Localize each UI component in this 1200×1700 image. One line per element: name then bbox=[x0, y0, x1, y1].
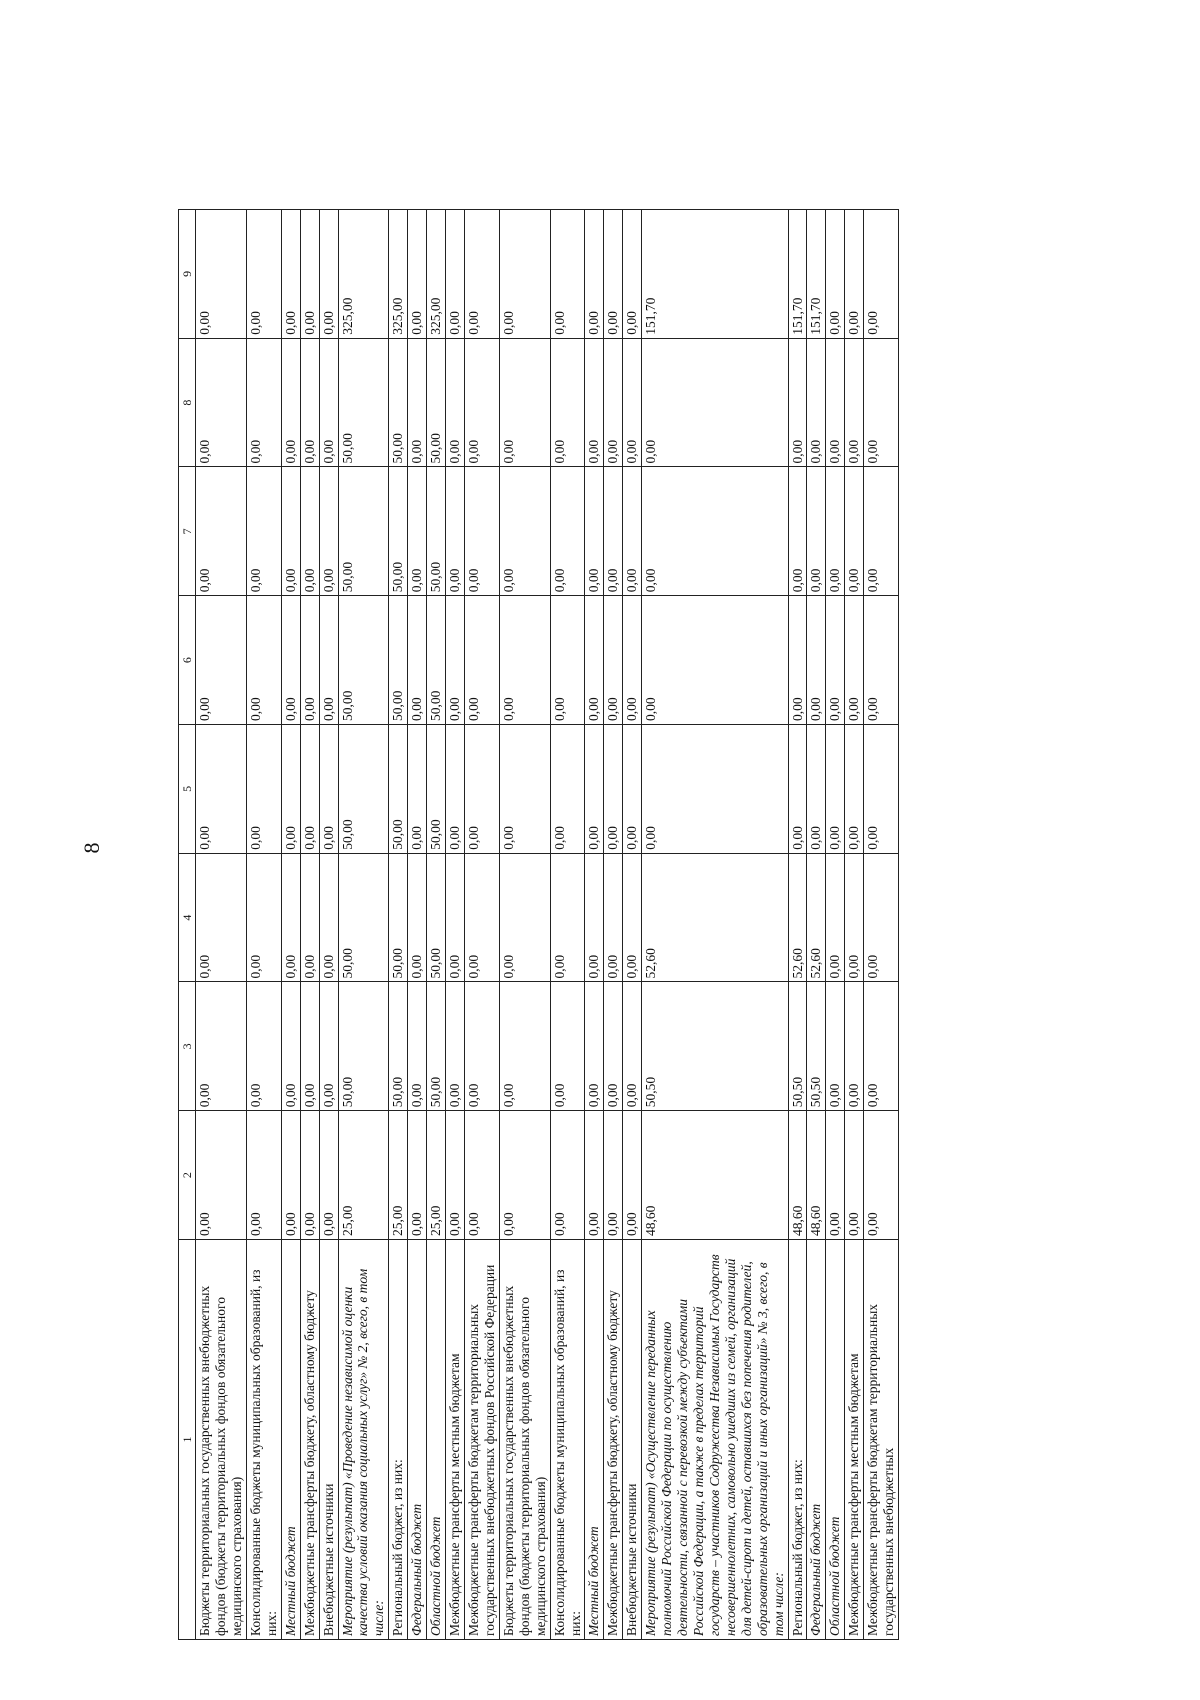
cell-value: 0,00 bbox=[281, 1111, 300, 1240]
cell-value: 0,00 bbox=[408, 853, 427, 982]
cell-value: 0,00 bbox=[623, 1111, 642, 1240]
cell-value: 0,00 bbox=[623, 596, 642, 725]
cell-value: 151,70 bbox=[642, 210, 788, 339]
table-row bbox=[446, 210, 465, 1640]
cell-value: 0,00 bbox=[585, 210, 604, 339]
cell-value: 0,00 bbox=[196, 210, 247, 339]
cell-value: 50,00 bbox=[427, 338, 446, 467]
cell-value: 0,00 bbox=[300, 338, 319, 467]
cell-value: 0,00 bbox=[864, 725, 899, 854]
cell-value: 0,00 bbox=[319, 725, 338, 854]
cell-value: 0,00 bbox=[196, 596, 247, 725]
row-label: Межбюджетные трансферты бюджетам территориальных государственных внебюджетных bbox=[864, 1240, 899, 1640]
table-row bbox=[196, 210, 247, 1640]
row-label: Региональный бюджет, из них: bbox=[389, 1240, 408, 1640]
table-row bbox=[319, 210, 338, 1640]
row-label: Консолидированные бюджеты муниципальных образований, из них: bbox=[550, 1240, 585, 1640]
cell-value: 50,00 bbox=[427, 853, 446, 982]
cell-value: 0,00 bbox=[446, 1111, 465, 1240]
cell-value: 0,00 bbox=[623, 467, 642, 596]
cell-value: 0,00 bbox=[246, 725, 281, 854]
cell-value: 0,00 bbox=[604, 725, 623, 854]
cell-value: 0,00 bbox=[826, 467, 845, 596]
cell-value: 0,00 bbox=[826, 853, 845, 982]
cell-value: 0,00 bbox=[604, 853, 623, 982]
cell-value: 0,00 bbox=[642, 467, 788, 596]
cell-value: 50,50 bbox=[788, 982, 807, 1111]
cell-value: 0,00 bbox=[319, 982, 338, 1111]
row-label: Областной бюджет bbox=[826, 1240, 845, 1640]
table-row bbox=[389, 210, 408, 1640]
cell-value: 50,00 bbox=[389, 596, 408, 725]
table-row bbox=[826, 210, 845, 1640]
table-row bbox=[604, 210, 623, 1640]
cell-value: 0,00 bbox=[464, 853, 499, 982]
cell-value: 0,00 bbox=[623, 338, 642, 467]
column-number-7: 7 bbox=[179, 467, 196, 596]
cell-value: 0,00 bbox=[499, 596, 550, 725]
cell-value: 0,00 bbox=[446, 982, 465, 1111]
column-number-1: 1 bbox=[179, 1240, 196, 1640]
cell-value: 0,00 bbox=[604, 596, 623, 725]
cell-value: 0,00 bbox=[550, 725, 585, 854]
cell-value: 0,00 bbox=[826, 210, 845, 339]
cell-value: 0,00 bbox=[499, 1111, 550, 1240]
cell-value: 0,00 bbox=[623, 982, 642, 1111]
row-label: Консолидированные бюджеты муниципальных образований, из них: bbox=[246, 1240, 281, 1640]
row-label: Межбюджетные трансферты бюджетам территориальных государственных внебюджетных фондов Российской Федерации bbox=[464, 1240, 499, 1640]
cell-value: 0,00 bbox=[585, 467, 604, 596]
cell-value: 0,00 bbox=[300, 596, 319, 725]
cell-value: 0,00 bbox=[623, 725, 642, 854]
cell-value: 0,00 bbox=[604, 1111, 623, 1240]
cell-value: 0,00 bbox=[788, 467, 807, 596]
cell-value: 0,00 bbox=[623, 210, 642, 339]
cell-value: 25,00 bbox=[427, 1111, 446, 1240]
cell-value: 0,00 bbox=[864, 982, 899, 1111]
cell-value: 0,00 bbox=[845, 725, 864, 854]
cell-value: 0,00 bbox=[246, 467, 281, 596]
cell-value: 50,00 bbox=[389, 467, 408, 596]
cell-value: 50,00 bbox=[427, 982, 446, 1111]
cell-value: 0,00 bbox=[807, 596, 826, 725]
row-label: Федеральный бюджет bbox=[807, 1240, 826, 1640]
cell-value: 0,00 bbox=[319, 467, 338, 596]
cell-value: 50,00 bbox=[338, 467, 389, 596]
cell-value: 0,00 bbox=[807, 725, 826, 854]
cell-value: 50,00 bbox=[389, 853, 408, 982]
row-label: Областной бюджет bbox=[427, 1240, 446, 1640]
cell-value: 52,60 bbox=[807, 853, 826, 982]
cell-value: 50,00 bbox=[427, 596, 446, 725]
cell-value: 0,00 bbox=[642, 725, 788, 854]
column-number-9: 9 bbox=[179, 210, 196, 339]
row-label: Межбюджетные трансферты бюджету, областному бюджету bbox=[604, 1240, 623, 1640]
cell-value: 0,00 bbox=[550, 210, 585, 339]
cell-value: 0,00 bbox=[826, 1111, 845, 1240]
cell-value: 0,00 bbox=[864, 338, 899, 467]
column-number-2: 2 bbox=[179, 1111, 196, 1240]
table-row bbox=[585, 210, 604, 1640]
cell-value: 0,00 bbox=[446, 596, 465, 725]
cell-value: 50,00 bbox=[427, 725, 446, 854]
cell-value: 0,00 bbox=[499, 853, 550, 982]
cell-value: 0,00 bbox=[408, 982, 427, 1111]
table-row bbox=[807, 210, 826, 1640]
row-label: Межбюджетные трансферты местным бюджетам bbox=[446, 1240, 465, 1640]
cell-value: 0,00 bbox=[300, 725, 319, 854]
cell-value: 325,00 bbox=[338, 210, 389, 339]
row-label: Бюджеты территориальных государственных внебюджетных фондов (бюджеты территориальных фондов обязательного медицинского страхования) bbox=[499, 1240, 550, 1640]
cell-value: 0,00 bbox=[585, 338, 604, 467]
cell-value: 0,00 bbox=[864, 1111, 899, 1240]
cell-value: 0,00 bbox=[446, 467, 465, 596]
cell-value: 0,00 bbox=[319, 210, 338, 339]
cell-value: 0,00 bbox=[281, 725, 300, 854]
cell-value: 0,00 bbox=[499, 210, 550, 339]
row-label: Местный бюджет bbox=[585, 1240, 604, 1640]
cell-value: 0,00 bbox=[408, 210, 427, 339]
cell-value: 0,00 bbox=[281, 338, 300, 467]
cell-value: 0,00 bbox=[446, 725, 465, 854]
cell-value: 0,00 bbox=[585, 1111, 604, 1240]
cell-value: 0,00 bbox=[550, 1111, 585, 1240]
row-label: Мероприятие (результат) «Осуществление переданных полномочий Российской Федерации по осуществлению деятельности, связанной с перевозкой между субъектами Российской Федерации, а также в пределах территорий государств – участников Содружества Независимых Государств несовершеннолетних, самовольно ушедших из семей, организаций для детей-сирот и детей, оставшихся без попечения родителей, образовательных организаций и иных организаций» № 3, всего, в том числе: bbox=[642, 1240, 788, 1640]
table-body bbox=[196, 210, 899, 1640]
cell-value: 0,00 bbox=[623, 853, 642, 982]
row-label: Межбюджетные трансферты бюджету, областному бюджету bbox=[300, 1240, 319, 1640]
row-label: Бюджеты территориальных государственных внебюджетных фондов (бюджеты территориальных фондов обязательного медицинского страхования) bbox=[196, 1240, 247, 1640]
cell-value: 0,00 bbox=[845, 1111, 864, 1240]
cell-value: 0,00 bbox=[845, 210, 864, 339]
cell-value: 0,00 bbox=[585, 853, 604, 982]
table-row bbox=[499, 210, 550, 1640]
column-number-6: 6 bbox=[179, 596, 196, 725]
table-row bbox=[281, 210, 300, 1640]
cell-value: 0,00 bbox=[446, 338, 465, 467]
cell-value: 0,00 bbox=[464, 1111, 499, 1240]
cell-value: 0,00 bbox=[281, 596, 300, 725]
table-row bbox=[427, 210, 446, 1640]
cell-value: 0,00 bbox=[550, 982, 585, 1111]
cell-value: 0,00 bbox=[604, 467, 623, 596]
cell-value: 50,00 bbox=[338, 853, 389, 982]
cell-value: 0,00 bbox=[300, 210, 319, 339]
rotated-table-container bbox=[178, 210, 1048, 1640]
cell-value: 0,00 bbox=[196, 725, 247, 854]
cell-value: 0,00 bbox=[604, 210, 623, 339]
cell-value: 0,00 bbox=[604, 982, 623, 1111]
cell-value: 0,00 bbox=[826, 338, 845, 467]
budget-table bbox=[178, 209, 899, 1640]
cell-value: 0,00 bbox=[845, 853, 864, 982]
cell-value: 0,00 bbox=[864, 853, 899, 982]
cell-value: 50,50 bbox=[642, 982, 788, 1111]
cell-value: 0,00 bbox=[319, 338, 338, 467]
cell-value: 0,00 bbox=[845, 596, 864, 725]
cell-value: 0,00 bbox=[408, 338, 427, 467]
cell-value: 0,00 bbox=[319, 1111, 338, 1240]
row-label: Мероприятие (результат) «Проведение независимой оценки качества условий оказания социальных услуг» № 2, всего, в том числе: bbox=[338, 1240, 389, 1640]
cell-value: 0,00 bbox=[864, 210, 899, 339]
column-number-5: 5 bbox=[179, 725, 196, 854]
table-row bbox=[845, 210, 864, 1640]
cell-value: 0,00 bbox=[499, 467, 550, 596]
cell-value: 0,00 bbox=[585, 725, 604, 854]
column-number-3: 3 bbox=[179, 982, 196, 1111]
cell-value: 0,00 bbox=[550, 467, 585, 596]
cell-value: 0,00 bbox=[300, 467, 319, 596]
table-row bbox=[246, 210, 281, 1640]
cell-value: 0,00 bbox=[196, 853, 247, 982]
table-row bbox=[338, 210, 389, 1640]
cell-value: 0,00 bbox=[246, 596, 281, 725]
cell-value: 48,60 bbox=[807, 1111, 826, 1240]
cell-value: 0,00 bbox=[446, 210, 465, 339]
cell-value: 0,00 bbox=[464, 725, 499, 854]
cell-value: 0,00 bbox=[845, 338, 864, 467]
cell-value: 0,00 bbox=[864, 596, 899, 725]
table-row bbox=[300, 210, 319, 1640]
cell-value: 0,00 bbox=[319, 853, 338, 982]
table-row bbox=[864, 210, 899, 1640]
table-row bbox=[642, 210, 788, 1640]
cell-value: 0,00 bbox=[408, 725, 427, 854]
cell-value: 0,00 bbox=[845, 982, 864, 1111]
cell-value: 0,00 bbox=[246, 1111, 281, 1240]
cell-value: 0,00 bbox=[281, 467, 300, 596]
cell-value: 0,00 bbox=[246, 982, 281, 1111]
column-number-8: 8 bbox=[179, 338, 196, 467]
cell-value: 151,70 bbox=[788, 210, 807, 339]
cell-value: 0,00 bbox=[499, 982, 550, 1111]
cell-value: 0,00 bbox=[300, 1111, 319, 1240]
cell-value: 0,00 bbox=[585, 596, 604, 725]
cell-value: 52,60 bbox=[788, 853, 807, 982]
cell-value: 0,00 bbox=[864, 467, 899, 596]
cell-value: 25,00 bbox=[389, 1111, 408, 1240]
cell-value: 0,00 bbox=[788, 725, 807, 854]
cell-value: 0,00 bbox=[499, 338, 550, 467]
row-label: Внебюджетные источники bbox=[319, 1240, 338, 1640]
cell-value: 52,60 bbox=[642, 853, 788, 982]
row-label: Межбюджетные трансферты местным бюджетам bbox=[845, 1240, 864, 1640]
cell-value: 0,00 bbox=[196, 1111, 247, 1240]
cell-value: 0,00 bbox=[300, 982, 319, 1111]
table-row bbox=[408, 210, 427, 1640]
cell-value: 50,00 bbox=[338, 596, 389, 725]
cell-value: 0,00 bbox=[281, 210, 300, 339]
cell-value: 0,00 bbox=[408, 467, 427, 596]
cell-value: 0,00 bbox=[196, 467, 247, 596]
cell-value: 0,00 bbox=[499, 725, 550, 854]
cell-value: 0,00 bbox=[281, 853, 300, 982]
cell-value: 0,00 bbox=[408, 1111, 427, 1240]
table-row bbox=[464, 210, 499, 1640]
cell-value: 50,00 bbox=[338, 725, 389, 854]
cell-value: 50,00 bbox=[338, 338, 389, 467]
cell-value: 0,00 bbox=[550, 853, 585, 982]
cell-value: 325,00 bbox=[427, 210, 446, 339]
cell-value: 0,00 bbox=[246, 338, 281, 467]
cell-value: 0,00 bbox=[845, 467, 864, 596]
row-label: Федеральный бюджет bbox=[408, 1240, 427, 1640]
cell-value: 50,00 bbox=[389, 982, 408, 1111]
cell-value: 0,00 bbox=[826, 596, 845, 725]
cell-value: 0,00 bbox=[464, 596, 499, 725]
page-number: 8 bbox=[79, 842, 104, 854]
cell-value: 0,00 bbox=[807, 338, 826, 467]
cell-value: 0,00 bbox=[246, 853, 281, 982]
cell-value: 0,00 bbox=[464, 467, 499, 596]
cell-value: 0,00 bbox=[300, 853, 319, 982]
cell-value: 0,00 bbox=[196, 338, 247, 467]
cell-value: 0,00 bbox=[807, 467, 826, 596]
cell-value: 0,00 bbox=[550, 338, 585, 467]
row-label: Внебюджетные источники bbox=[623, 1240, 642, 1640]
cell-value: 0,00 bbox=[446, 853, 465, 982]
cell-value: 0,00 bbox=[642, 596, 788, 725]
cell-value: 0,00 bbox=[319, 596, 338, 725]
row-label: Местный бюджет bbox=[281, 1240, 300, 1640]
cell-value: 0,00 bbox=[246, 210, 281, 339]
cell-value: 0,00 bbox=[464, 982, 499, 1111]
cell-value: 0,00 bbox=[788, 596, 807, 725]
row-label: Региональный бюджет, из них: bbox=[788, 1240, 807, 1640]
cell-value: 0,00 bbox=[408, 596, 427, 725]
cell-value: 50,00 bbox=[389, 725, 408, 854]
cell-value: 48,60 bbox=[642, 1111, 788, 1240]
cell-value: 0,00 bbox=[550, 596, 585, 725]
cell-value: 0,00 bbox=[281, 982, 300, 1111]
column-number-row bbox=[179, 210, 196, 1640]
cell-value: 48,60 bbox=[788, 1111, 807, 1240]
cell-value: 0,00 bbox=[604, 338, 623, 467]
column-number-4: 4 bbox=[179, 853, 196, 982]
cell-value: 0,00 bbox=[788, 338, 807, 467]
cell-value: 0,00 bbox=[826, 982, 845, 1111]
cell-value: 0,00 bbox=[464, 210, 499, 339]
cell-value: 25,00 bbox=[338, 1111, 389, 1240]
cell-value: 0,00 bbox=[196, 982, 247, 1111]
cell-value: 50,00 bbox=[389, 338, 408, 467]
cell-value: 50,00 bbox=[338, 982, 389, 1111]
table-row bbox=[788, 210, 807, 1640]
cell-value: 0,00 bbox=[826, 725, 845, 854]
cell-value: 0,00 bbox=[642, 338, 788, 467]
cell-value: 50,50 bbox=[807, 982, 826, 1111]
cell-value: 151,70 bbox=[807, 210, 826, 339]
cell-value: 50,00 bbox=[427, 467, 446, 596]
table-row bbox=[623, 210, 642, 1640]
cell-value: 0,00 bbox=[464, 338, 499, 467]
table-row bbox=[550, 210, 585, 1640]
cell-value: 0,00 bbox=[585, 982, 604, 1111]
cell-value: 325,00 bbox=[389, 210, 408, 339]
